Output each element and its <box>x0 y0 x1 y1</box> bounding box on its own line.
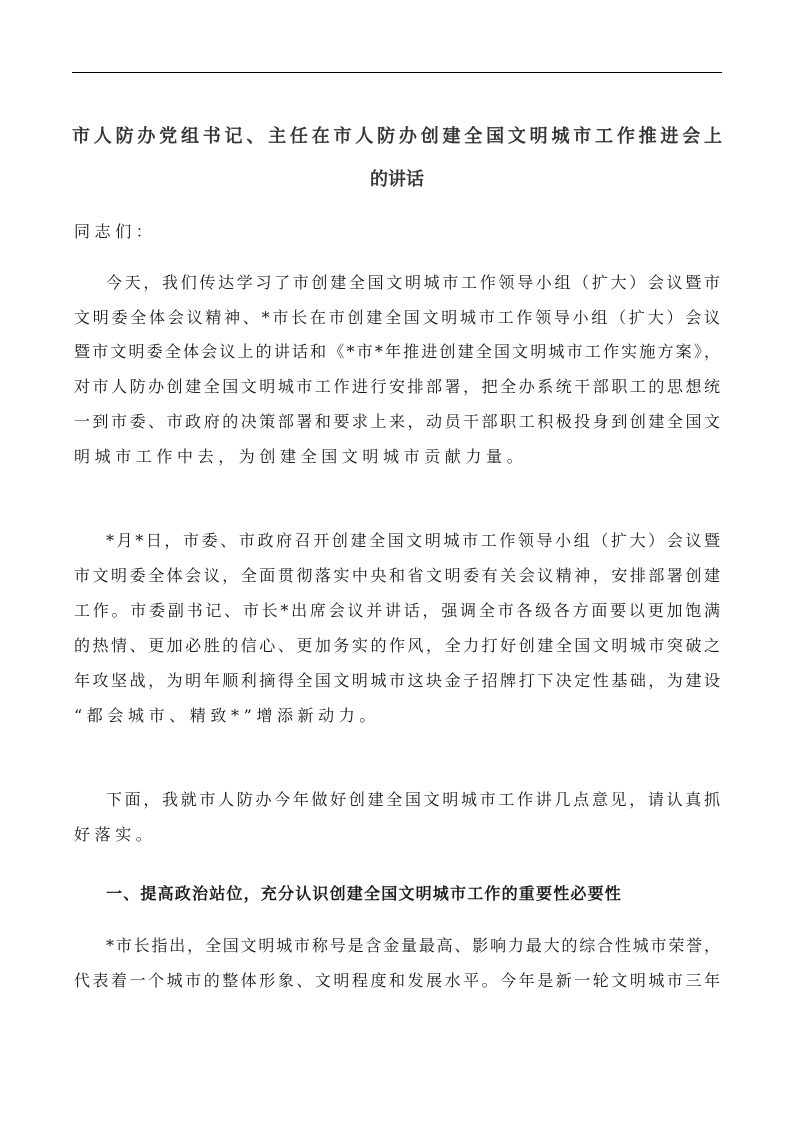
paragraph-line: 好落实。 <box>74 825 157 844</box>
salutation: 同志们： <box>74 222 157 241</box>
paragraph-line: 今天，我们传达学习了市创建全国文明城市工作领导小组（扩大）会议暨市 <box>106 273 720 292</box>
section-heading: 一、提高政治站位，充分认识创建全国文明城市工作的重要性必要性 <box>106 884 623 903</box>
paragraph-line: 对市人防办创建全国文明城市工作进行安排部署，把全办系统干部职工的思想统 <box>74 377 720 396</box>
paragraph-line: *月*日，市委、市政府召开创建全国文明城市工作领导小组（扩大）会议暨 <box>106 531 720 550</box>
title-line-2: 的讲话 <box>370 169 424 190</box>
paragraph-line: 代表着一个城市的整体形象、文明程度和发展水平。今年是新一轮文明城市三年 <box>74 971 720 990</box>
paragraph-line: 市文明委全体会议，全面贯彻落实中央和省文明委有关会议精神，安排部署创建 <box>74 566 720 585</box>
title-line-1: 市人防办党组书记、主任在市人防办创建全国文明城市工作推进会上 <box>72 126 722 147</box>
paragraph-line: 一到市委、市政府的决策部署和要求上来，动员干部职工积极投身到创建全国文 <box>74 412 720 431</box>
paragraph-line: 年攻坚战，为明年顺利摘得全国文明城市这块金子招牌打下决定性基础，为建设 <box>74 671 720 690</box>
paragraph-line: 的热情、更加必胜的信心、更加务实的作风，全力打好创建全国文明城市突破之 <box>74 636 720 655</box>
paragraph-line: *市长指出，全国文明城市称号是含金量最高、影响力最大的综合性城市荣誉， <box>106 936 720 955</box>
paragraph-line: 下面，我就市人防办今年做好创建全国文明城市工作讲几点意见，请认真抓 <box>106 790 720 809</box>
header-rule <box>72 72 722 73</box>
paragraph-line: “都会城市、精致*”增添新动力。 <box>74 706 380 725</box>
paragraph-line: 暨市文明委全体会议上的讲话和《*市*年推进创建全国文明城市工作实施方案》， <box>74 342 720 361</box>
paragraph-line: 工作。市委副书记、市长*出席会议并讲话，强调全市各级各方面要以更加饱满 <box>74 601 720 620</box>
paragraph-line: 明城市工作中去，为创建全国文明城市贡献力量。 <box>74 447 528 466</box>
paragraph-line: 文明委全体会议精神、*市长在市创建全国文明城市工作领导小组（扩大）会议 <box>74 308 720 327</box>
